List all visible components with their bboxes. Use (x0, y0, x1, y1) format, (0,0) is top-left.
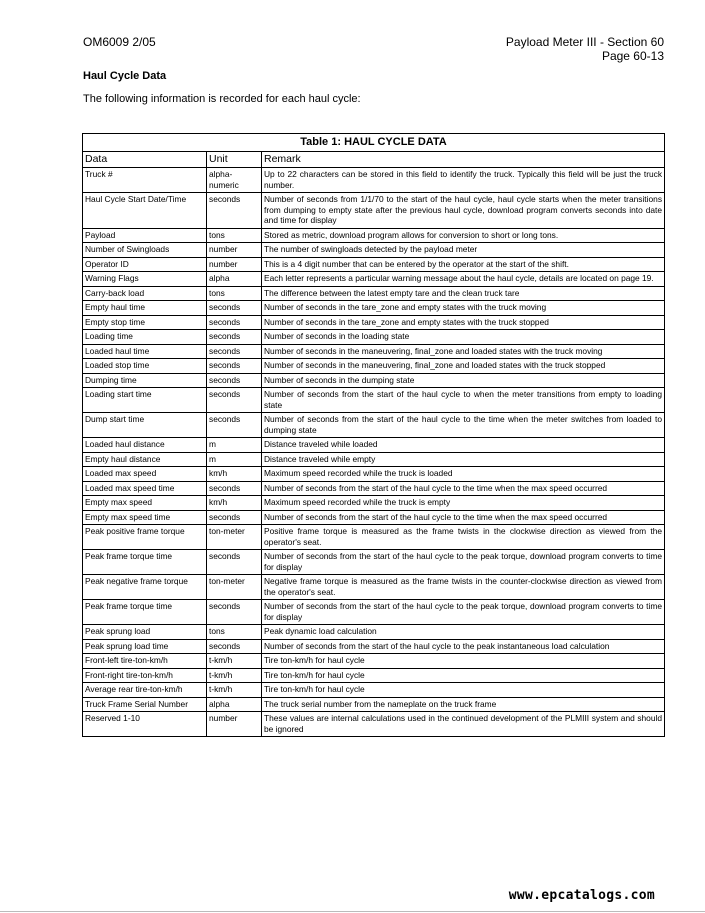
remark-cell: Distance traveled while loaded (262, 438, 665, 453)
data-cell: Truck # (83, 168, 207, 193)
remark-cell: Number of seconds from the start of the haul cycle to the peak torque, download program converts to time for display (262, 550, 665, 575)
remark-cell: Number of seconds from the start of the haul cycle to the peak instantaneous load calculation (262, 639, 665, 654)
data-cell: Number of Swingloads (83, 243, 207, 258)
remark-cell: Number of seconds from the start of the haul cycle to the time when the max speed occurred (262, 510, 665, 525)
page-number: Page 60-13 (601, 49, 664, 63)
remark-cell: Up to 22 characters can be stored in this field to identify the truck. Typically this field will be just the truck number. (262, 168, 665, 193)
table-row (83, 625, 665, 640)
table-row (83, 330, 665, 345)
table-row (83, 438, 665, 453)
data-cell: Loaded stop time (83, 359, 207, 374)
unit-cell: alpha (207, 697, 262, 712)
data-cell: Peak sprung load (83, 625, 207, 640)
remark-cell: Number of seconds in the loading state (262, 330, 665, 345)
table-row (83, 600, 665, 625)
data-cell: Peak negative frame torque (83, 575, 207, 600)
remark-cell: Number of seconds in the tare_zone and empty states with the truck stopped (262, 315, 665, 330)
unit-cell: seconds (207, 344, 262, 359)
remark-cell: Number of seconds in the maneuvering, final_zone and loaded states with the truck stopped (262, 359, 665, 374)
table-header-row (83, 152, 665, 168)
table-row (83, 168, 665, 193)
table-row (83, 228, 665, 243)
remark-cell: Tire ton-km/h for haul cycle (262, 683, 665, 698)
data-cell: Front-left tire-ton-km/h (83, 654, 207, 669)
remark-cell: Each letter represents a particular warning message about the haul cycle, details are located on page 19. (262, 272, 665, 287)
unit-cell: seconds (207, 373, 262, 388)
table-row (83, 654, 665, 669)
remark-cell: Tire ton-km/h for haul cycle (262, 654, 665, 669)
remark-cell: Negative frame torque is measured as the frame twists in the counter-clockwise direction as viewed from the operator's seat. (262, 575, 665, 600)
unit-cell: seconds (207, 388, 262, 413)
data-cell: Loading start time (83, 388, 207, 413)
unit-cell: t-km/h (207, 654, 262, 669)
remark-cell: Maximum speed recorded while the truck is loaded (262, 467, 665, 482)
unit-cell: t-km/h (207, 668, 262, 683)
unit-cell: seconds (207, 413, 262, 438)
data-cell: Loaded max speed time (83, 481, 207, 496)
table-caption: Table 1: HAUL CYCLE DATA (83, 134, 665, 152)
unit-cell: alpha- numeric (207, 168, 262, 193)
table-row (83, 388, 665, 413)
data-cell: Empty stop time (83, 315, 207, 330)
table-row (83, 683, 665, 698)
table-row (83, 272, 665, 287)
data-cell: Empty max speed time (83, 510, 207, 525)
page-bottom-divider (0, 911, 705, 912)
unit-cell: km/h (207, 467, 262, 482)
table-row (83, 525, 665, 550)
unit-cell: seconds (207, 550, 262, 575)
unit-cell: tons (207, 286, 262, 301)
unit-cell: seconds (207, 481, 262, 496)
column-header-unit: Unit (207, 152, 262, 168)
table-row (83, 301, 665, 316)
unit-cell: seconds (207, 315, 262, 330)
data-cell: Haul Cycle Start Date/Time (83, 193, 207, 229)
remark-cell: Number of seconds from the start of the haul cycle to the time when the max speed occurred (262, 481, 665, 496)
data-cell: Front-right tire-ton-km/h (83, 668, 207, 683)
unit-cell: seconds (207, 510, 262, 525)
unit-cell: seconds (207, 301, 262, 316)
data-cell: Carry-back load (83, 286, 207, 301)
remark-cell: The number of swingloads detected by the payload meter (262, 243, 665, 258)
data-cell: Truck Frame Serial Number (83, 697, 207, 712)
table-row (83, 286, 665, 301)
unit-cell: m (207, 438, 262, 453)
data-cell: Loaded haul time (83, 344, 207, 359)
table-row (83, 413, 665, 438)
unit-cell: seconds (207, 639, 262, 654)
remark-cell: Number of seconds from the start of the haul cycle to the peak torque, download program converts to time for display (262, 600, 665, 625)
table-row (83, 639, 665, 654)
remark-cell: Maximum speed recorded while the truck is empty (262, 496, 665, 511)
remark-cell: The truck serial number from the nameplate on the truck frame (262, 697, 665, 712)
data-cell: Warning Flags (83, 272, 207, 287)
column-header-data: Data (83, 152, 207, 168)
table-row (83, 315, 665, 330)
unit-cell: number (207, 712, 262, 737)
data-cell: Peak sprung load time (83, 639, 207, 654)
table-row (83, 257, 665, 272)
table-row (83, 344, 665, 359)
remark-cell: The difference between the latest empty tare and the clean truck tare (262, 286, 665, 301)
table-row (83, 373, 665, 388)
table-row (83, 496, 665, 511)
remark-cell: Tire ton-km/h for haul cycle (262, 668, 665, 683)
table-row (83, 668, 665, 683)
table-row (83, 712, 665, 737)
unit-cell: ton-meter (207, 525, 262, 550)
data-cell: Reserved 1-10 (83, 712, 207, 737)
data-cell: Peak frame torque time (83, 550, 207, 575)
table-row (83, 193, 665, 229)
remark-cell: Peak dynamic load calculation (262, 625, 665, 640)
unit-cell: seconds (207, 600, 262, 625)
remark-cell: These values are internal calculations used in the continued development of the PLMIII system and should be ignored (262, 712, 665, 737)
document-title: Payload Meter III - Section 60 (505, 35, 664, 49)
remark-cell: Number of seconds from 1/1/70 to the start of the haul cycle, haul cycle starts when the meter transitions from dumping to empty state after the previous haul cycle, download program converts seconds into date and time for display (262, 193, 665, 229)
unit-cell: tons (207, 228, 262, 243)
data-cell: Dump start time (83, 413, 207, 438)
remark-cell: Number of seconds in the tare_zone and empty states with the truck moving (262, 301, 665, 316)
data-cell: Payload (83, 228, 207, 243)
table-row (83, 510, 665, 525)
table-row (83, 697, 665, 712)
unit-cell: number (207, 243, 262, 258)
data-cell: Average rear tire-ton-km/h (83, 683, 207, 698)
data-cell: Dumping time (83, 373, 207, 388)
unit-cell: m (207, 452, 262, 467)
data-cell: Empty haul distance (83, 452, 207, 467)
document-id: OM6009 2/05 (83, 35, 156, 49)
data-cell: Loaded max speed (83, 467, 207, 482)
table-row (83, 575, 665, 600)
table-row (83, 452, 665, 467)
data-cell: Loaded haul distance (83, 438, 207, 453)
remark-cell: Number of seconds from the start of the haul cycle to when the meter transitions from empty to loading state (262, 388, 665, 413)
remark-cell: Positive frame torque is measured as the frame twists in the clockwise direction as viewed from the operator's seat. (262, 525, 665, 550)
page-header-right (506, 35, 664, 63)
unit-cell: t-km/h (207, 683, 262, 698)
intro-paragraph: The following information is recorded for each haul cycle: (83, 93, 361, 105)
unit-cell: seconds (207, 359, 262, 374)
data-cell: Peak frame torque time (83, 600, 207, 625)
remark-cell: Number of seconds in the maneuvering, final_zone and loaded states with the truck moving (262, 344, 665, 359)
remark-cell: Number of seconds from the start of the haul cycle to the time when the meter switches from loaded to dumping state (262, 413, 665, 438)
data-cell: Empty haul time (83, 301, 207, 316)
remark-cell: Stored as metric, download program allows for conversion to short or long tons. (262, 228, 665, 243)
data-cell: Operator ID (83, 257, 207, 272)
watermark: www.epcatalogs.com (508, 888, 655, 903)
haul-cycle-table (82, 133, 665, 737)
data-cell: Empty max speed (83, 496, 207, 511)
table-row (83, 467, 665, 482)
unit-cell: alpha (207, 272, 262, 287)
table-row (83, 243, 665, 258)
unit-cell: number (207, 257, 262, 272)
table-row (83, 550, 665, 575)
unit-cell: ton-meter (207, 575, 262, 600)
unit-cell: seconds (207, 330, 262, 345)
table-row (83, 359, 665, 374)
column-header-remark: Remark (262, 152, 665, 168)
section-title: Haul Cycle Data (83, 70, 167, 82)
remark-cell: Number of seconds in the dumping state (262, 373, 665, 388)
data-cell: Loading time (83, 330, 207, 345)
unit-cell: seconds (207, 193, 262, 229)
remark-cell: Distance traveled while empty (262, 452, 665, 467)
unit-cell: km/h (207, 496, 262, 511)
unit-cell: tons (207, 625, 262, 640)
data-cell: Peak positive frame torque (83, 525, 207, 550)
table-row (83, 481, 665, 496)
remark-cell: This is a 4 digit number that can be entered by the operator at the start of the shift. (262, 257, 665, 272)
